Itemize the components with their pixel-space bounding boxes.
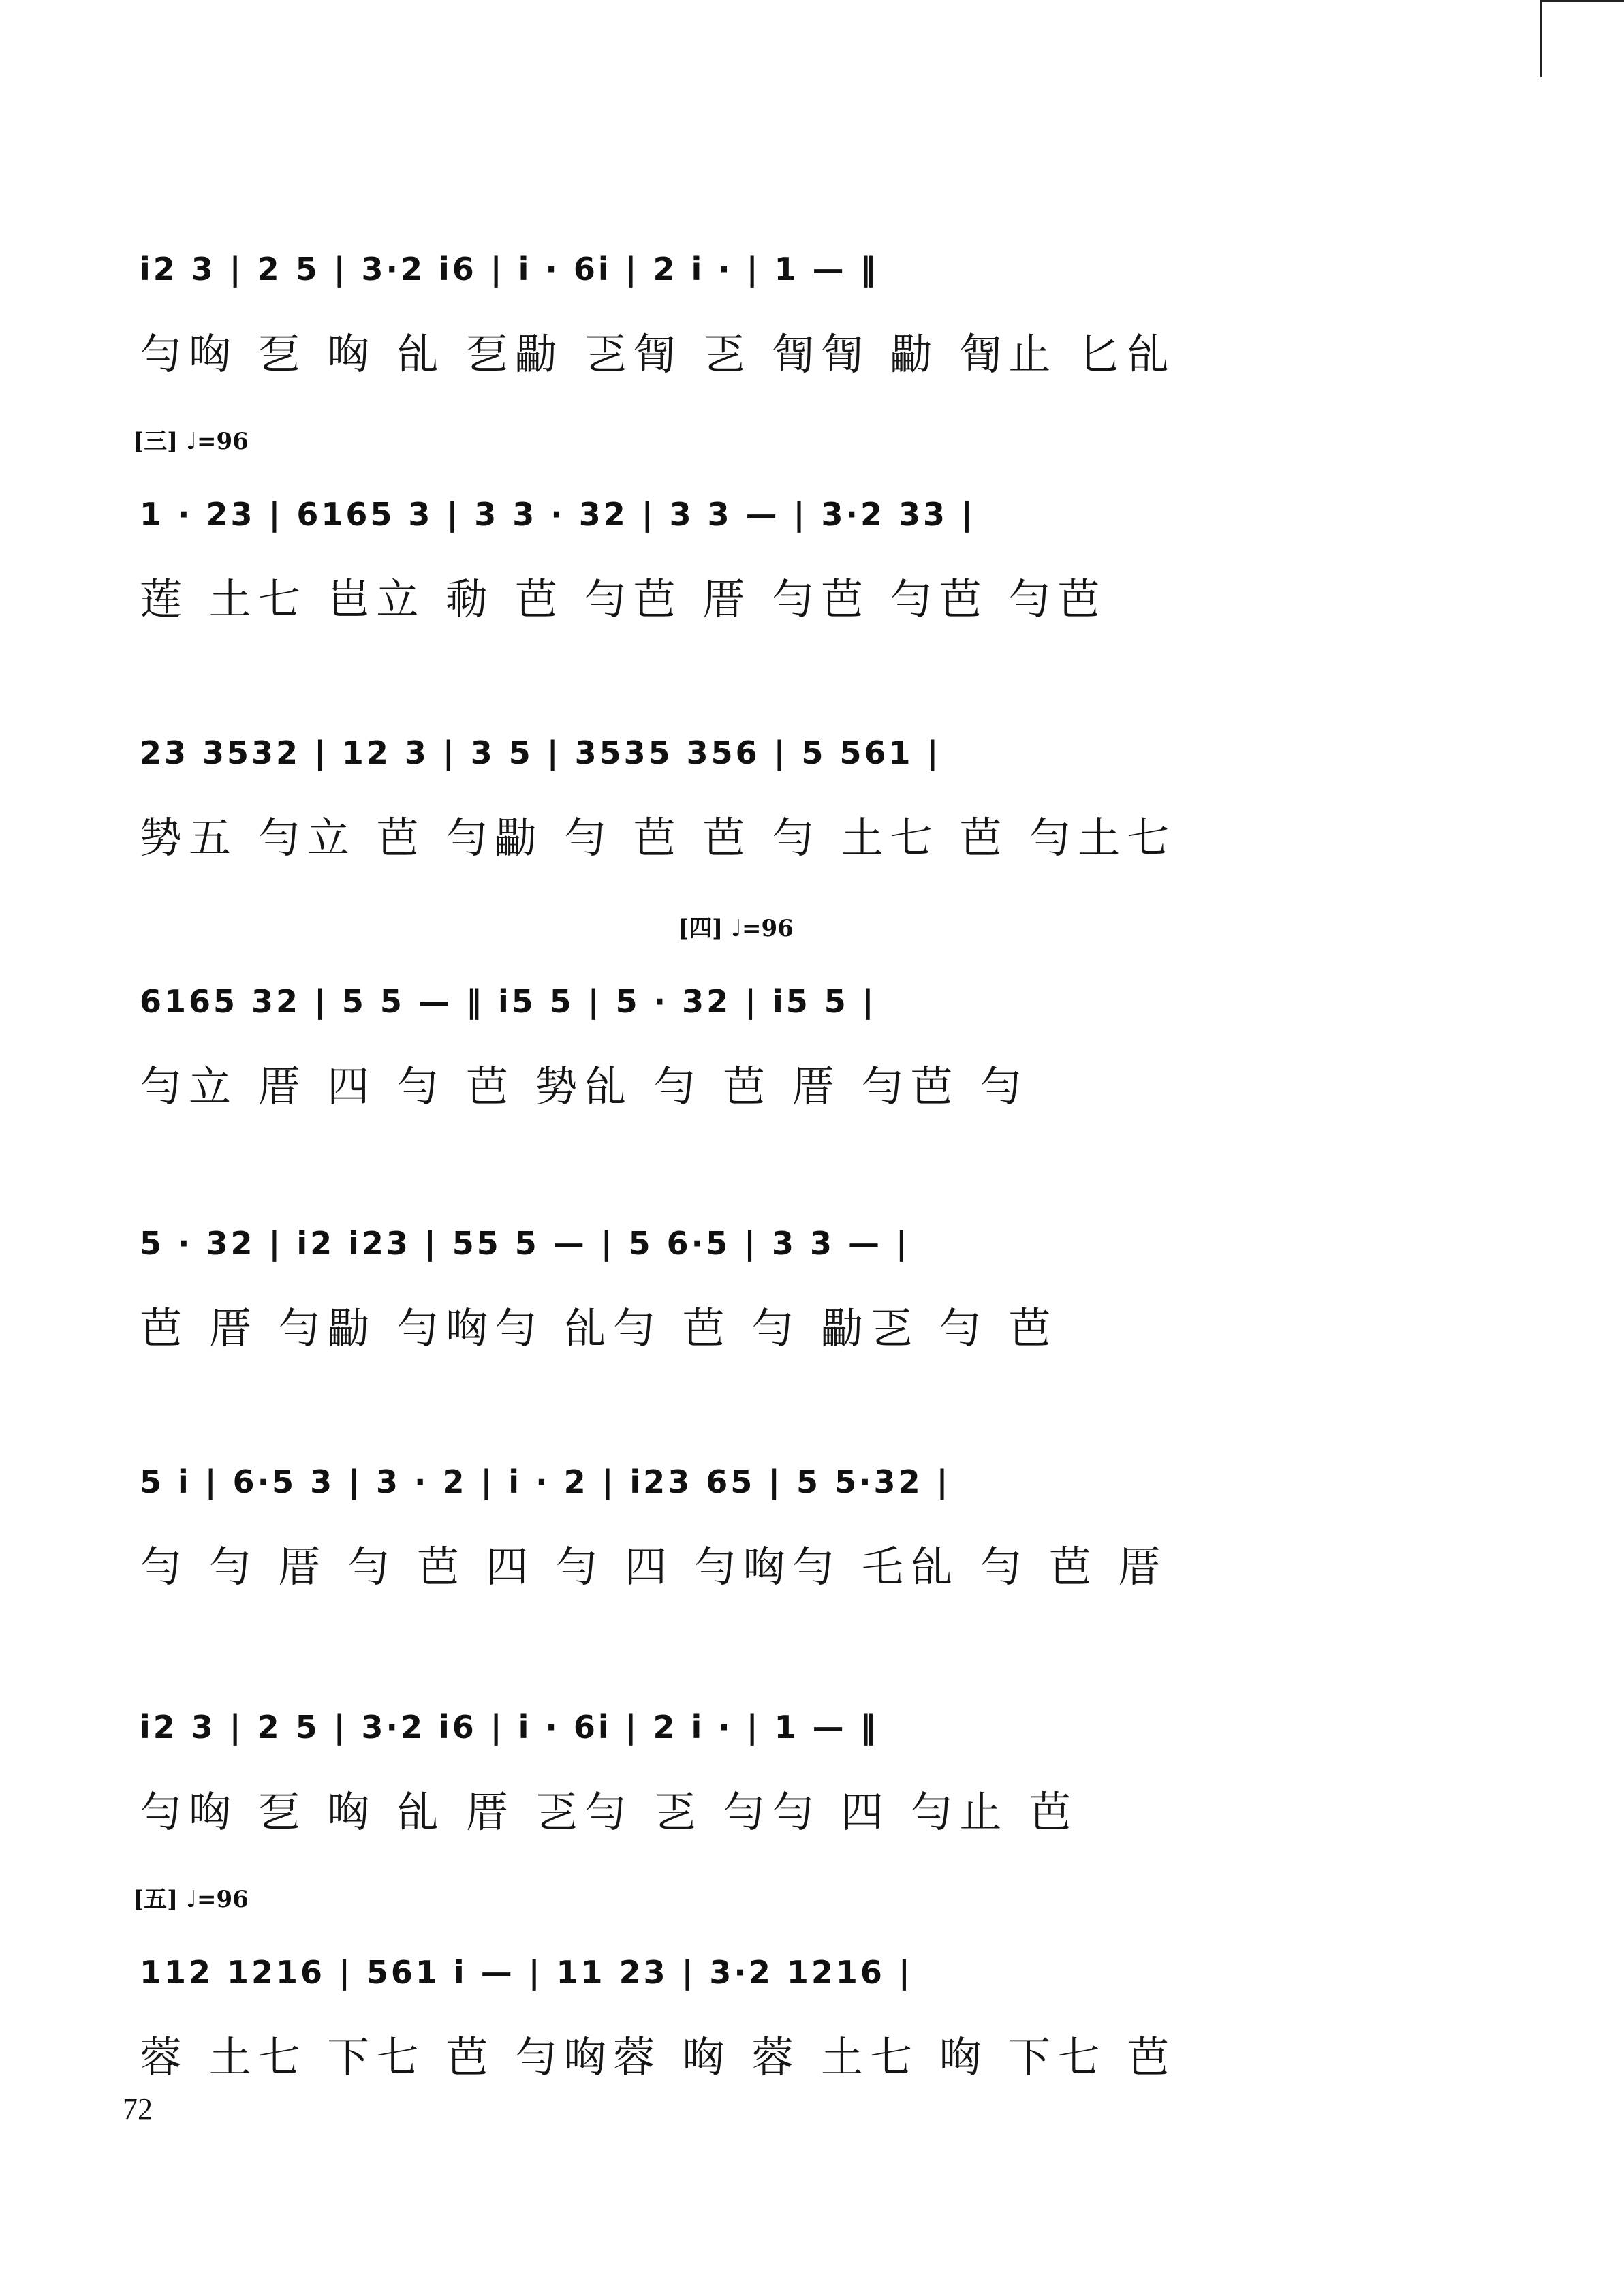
numbered-notation-line: 23 3532 | 12 3 | 3 5 | 3535 356 | 5 561 | — [140, 734, 941, 771]
jianzipu-line: 勻㕼 乭 㕼 乨 乭㔣 乤㔨 乤 㔨㔨 㔣 㔨止 匕乨 — [140, 329, 1176, 379]
numbered-notation-line: i2 3 | 2 5 | 3·2 i6 | i · 6i | 2 i · | 1 — ‖ — [140, 251, 879, 288]
page-number: 72 — [123, 2092, 153, 2126]
jianzipu-line: 蓉 ⼟七 下七 芭 勻㕼蓉 㕼 蓉 ⼟七 㕼 下七 芭 — [140, 2032, 1176, 2082]
jianzipu-line: 㔟五 勻立 芭 勻㔣 勻 芭 芭 勻 ⼟七 芭 勻⼟七 — [140, 813, 1176, 863]
numbered-notation-line: 112 1216 | 561 i — | 11 23 | 3·2 1216 | — [140, 1954, 913, 1991]
numbered-notation-line: 5 i | 6·5 3 | 3 · 2 | i · 2 | i23 65 | 5 5·32 | — [140, 1463, 951, 1500]
jianzipu-line: 勻立 厝 四 勻 芭 㔟乨 勻 芭 厝 勻芭 勻 — [140, 1061, 1029, 1111]
section-mark: [三] ♩=96 — [133, 428, 249, 455]
jianzipu-line: 勻 勻 厝 勻 芭 四 勻 四 勻㕼勻 乇乨 勻 芭 厝 — [140, 1542, 1168, 1592]
edge-mark — [1540, 0, 1624, 77]
numbered-notation-line: i2 3 | 2 5 | 3·2 i6 | i · 6i | 2 i · | 1 — ‖ — [140, 1709, 879, 1746]
numbered-notation-line: 6165 32 | 5 5 — ‖ i5 5 | 5 · 32 | i5 5 | — [140, 983, 877, 1020]
jianzipu-line: 莲 ⼟七 岜立 㔞 芭 勻芭 厝 勻芭 勻芭 勻芭 — [140, 574, 1107, 624]
numbered-notation-line: 1 · 23 | 6165 3 | 3 3 · 32 | 3 3 — | 3·2 33 | — [140, 496, 975, 533]
section-mark: [四] ♩=96 — [678, 915, 794, 942]
section-mark: [五] ♩=96 — [133, 1886, 249, 1913]
jianzipu-line: 勻㕼 乭 㕼 乨 厝 乤勻 乤 勻勻 四 勻止 芭 — [140, 1787, 1078, 1837]
jianzipu-line: 芭 厝 勻㔣 勻㕼勻 乨勻 芭 勻 㔣乤 勻 芭 — [140, 1303, 1058, 1353]
numbered-notation-line: 5 · 32 | i2 i23 | 55 5 — | 5 6·5 | 3 3 — | — [140, 1225, 910, 1262]
